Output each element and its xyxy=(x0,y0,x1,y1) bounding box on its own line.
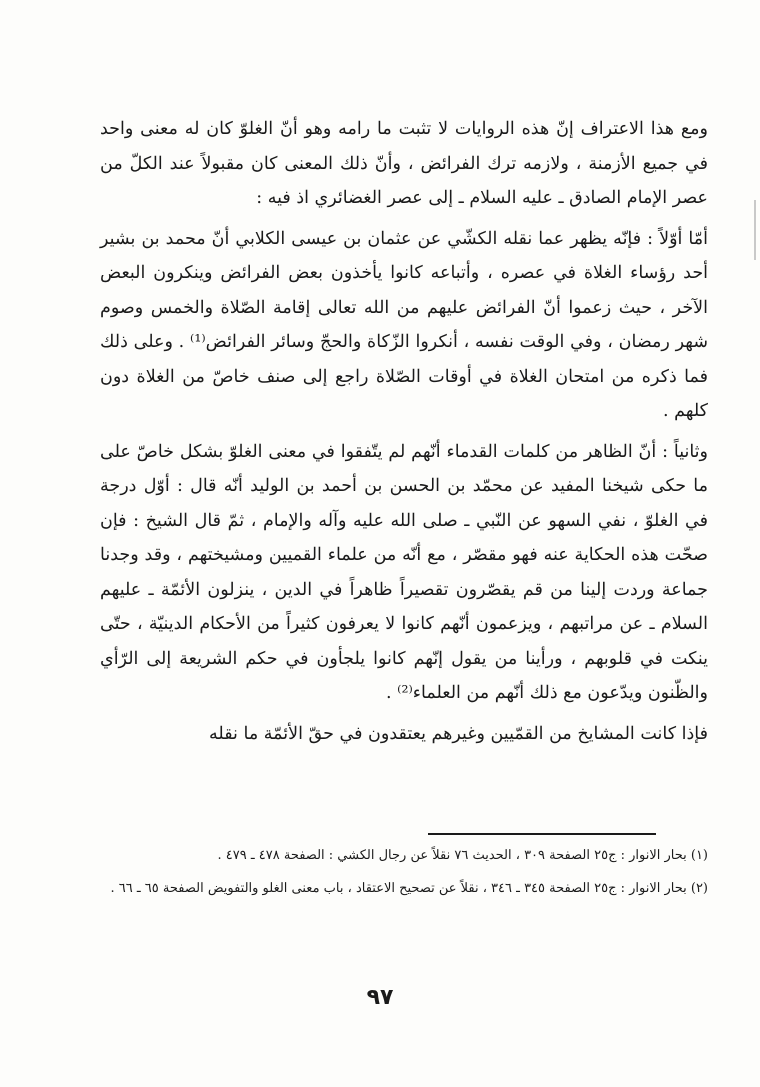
footnotes xyxy=(100,842,708,908)
paragraph-second-point: وثانياً : أنّ الظاهر من كلمات القدماء أنّهم لم يتّفقوا في معنى الغلوّ بشكل خاصّ على ما حكى شيخنا المفيد عن محمّد بن الحسن بن أحمد بن الوليد أنّه قال : أوّل درجة في الغلوّ ، نفي السهو عن النّبي ـ صلى الله عليه وآله والإمام ، ثمّ قال الشيخ : فإن صحّت هذه الحكاية عنه فهو مقصّر ، مع أنّه من علماء القميين ومشيختهم ، وقد وجدنا جماعة وردت إلينا من قم يقصّرون تقصيراً ظاهراً في الدين ، ينزلون الأئمّة ـ عليهم السلام ـ عن مراتبهم ، ويزعمون أنّهم كانوا لا يعرفون كثيراً من الأحكام الدينيّة ، حتّى ينكت في قلوبهم ، ورأينا من يقول إنّهم كانوا يلجأون في حكم الشريعة إلى الرّأي والظّنون ويدّعون مع ذلك أنّهم من العلماء⁽²⁾ . xyxy=(100,441,708,703)
footnote-separator xyxy=(428,833,656,835)
main-text xyxy=(100,112,708,751)
scan-edge-mark xyxy=(754,200,756,260)
paragraph-intro: ومع هذا الاعتراف إنّ هذه الروايات لا تثبت ما رامه وهو أنّ الغلوّ كان له معنى واحد في جميع الأزمنة ، ولازمه ترك الفرائض ، وأنّ ذلك المعنى كان مقبولاً عند الكلّ من عصر الإمام الصادق ـ عليه السلام ـ إلى عصر الغضائري اذ فيه : xyxy=(100,119,708,208)
footnote-1: (١) بحار الانوار : ج٢٥ الصفحة ٣٠٩ ، الحديث ٧٦ نقلاً عن رجال الكشي : الصفحة ٤٧٨ ـ ٤٧٩ . xyxy=(217,848,708,863)
page-number: ٩٧ xyxy=(366,985,394,1010)
footnote-2: (٢) بحار الانوار : ج٢٥ الصفحة ٣٤٥ ـ ٣٤٦ ، نقلاً عن تصحيح الاعتقاد ، باب معنى الغلو والتفويض الصفحة ٦٥ ـ ٦٦ . xyxy=(110,881,708,896)
paragraph-first-point: أمّا أوّلاً : فإنّه يظهر عما نقله الكشّي عن عثمان بن عيسى الكلابي أنّ محمد بن بشير أحد رؤساء الغلاة في عصره ، وأتباعه كانوا يأخذون بعض الفرائض وينكرون البعض الآخر ، حيث زعموا أنّ الفرائض عليهم من الله تعالى إقامة الصّلاة والخمس وصوم شهر رمضان ، وفي الوقت نفسه ، أنكروا الزّكاة والحجّ وسائر الفرائض⁽¹⁾ . وعلى ذلك فما ذكره من امتحان الغلاة في أوقات الصّلاة راجع إلى صنف خاصّ من الغلاة دون كلهم . xyxy=(100,228,709,421)
paragraph-continuation: فإذا كانت المشايخ من القمّيين وغيرهم يعتقدون في حقّ الأئمّة ما نقله xyxy=(209,723,708,744)
